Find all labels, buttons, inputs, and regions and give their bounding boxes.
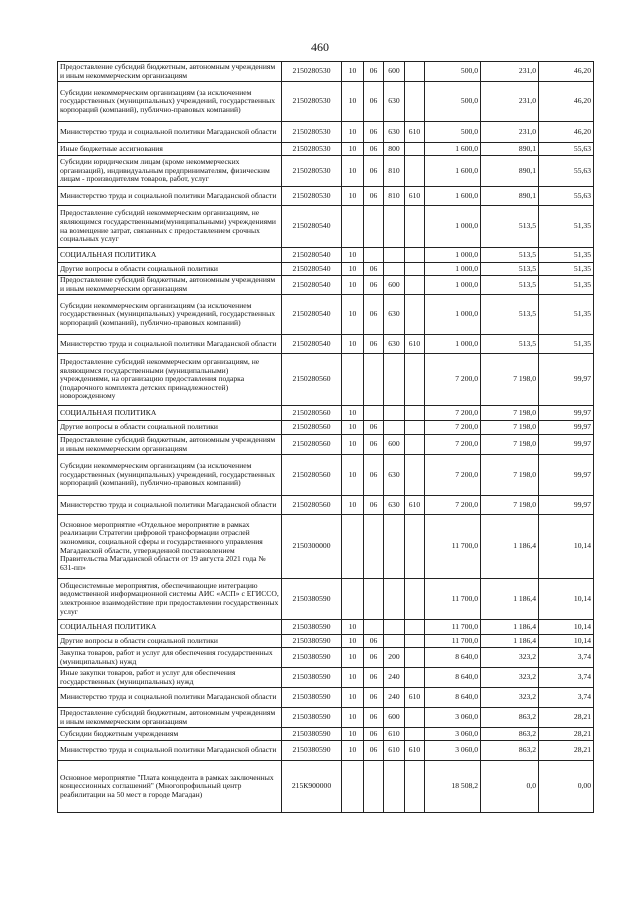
cell-admin-code xyxy=(405,62,425,82)
cell-plan: 1 600,0 xyxy=(425,187,481,206)
cell-fact: 7 198,0 xyxy=(481,455,539,496)
cell-subsection: 06 xyxy=(364,143,384,156)
cell-plan: 3 060,0 xyxy=(425,708,481,728)
cell-expense-type xyxy=(384,354,405,406)
cell-name: Субсидии некоммерческим организациям (за исключением государственных (муниципальных) учреждений, государственных корпораций (компаний), публично-правовых компаний) xyxy=(58,455,282,496)
cell-name: Иные закупки товаров, работ и услуг для обеспечения государственных (муниципальных) нужд xyxy=(58,668,282,688)
cell-subsection: 06 xyxy=(364,688,384,708)
table-row xyxy=(58,455,594,496)
cell-percent: 99,97 xyxy=(539,421,594,435)
cell-name: Общесистемные мероприятия, обеспечивающие интеграцию ведомственной информационной системы АИС «АСП» с ЕГИССО, электронное взаимодействие при предоставлении государственных услуг xyxy=(58,579,282,620)
cell-section: 10 xyxy=(342,668,364,688)
cell-percent: 51,35 xyxy=(539,206,594,248)
cell-plan: 1 600,0 xyxy=(425,156,481,187)
cell-admin-code xyxy=(405,406,425,421)
cell-name: Предоставление субсидий бюджетным, автономным учреждениям и иным некоммерческим организациям xyxy=(58,276,282,295)
cell-expense-type: 630 xyxy=(384,122,405,143)
cell-plan: 7 200,0 xyxy=(425,406,481,421)
cell-expense-type xyxy=(384,206,405,248)
cell-subsection: 06 xyxy=(364,496,384,515)
cell-code: 2150280560 xyxy=(282,406,342,421)
cell-percent: 10,14 xyxy=(539,620,594,635)
cell-expense-type xyxy=(384,421,405,435)
cell-section xyxy=(342,354,364,406)
cell-code: 2150280540 xyxy=(282,248,342,263)
cell-code: 2150280530 xyxy=(282,122,342,143)
cell-expense-type: 240 xyxy=(384,668,405,688)
cell-expense-type: 610 xyxy=(384,728,405,741)
cell-code: 2150380590 xyxy=(282,688,342,708)
cell-subsection: 06 xyxy=(364,708,384,728)
cell-plan: 7 200,0 xyxy=(425,354,481,406)
cell-subsection xyxy=(364,620,384,635)
cell-name: Министерство труда и социальной политики Магаданской области xyxy=(58,741,282,761)
cell-percent: 55,63 xyxy=(539,187,594,206)
cell-plan: 500,0 xyxy=(425,122,481,143)
cell-subsection: 06 xyxy=(364,421,384,435)
cell-name: Субсидии некоммерческим организациям (за исключением государственных (муниципальных) учреждений, государственных корпораций (компаний), публично-правовых компаний) xyxy=(58,295,282,335)
cell-section: 10 xyxy=(342,728,364,741)
cell-percent: 51,35 xyxy=(539,248,594,263)
cell-percent: 51,35 xyxy=(539,295,594,335)
page-number: 460 xyxy=(311,40,329,54)
cell-section xyxy=(342,761,364,813)
cell-fact: 863,2 xyxy=(481,708,539,728)
cell-fact: 863,2 xyxy=(481,741,539,761)
table-row xyxy=(58,648,594,668)
table-row xyxy=(58,741,594,761)
cell-admin-code xyxy=(405,82,425,122)
cell-admin-code xyxy=(405,248,425,263)
cell-percent: 0,00 xyxy=(539,761,594,813)
cell-fact: 890,1 xyxy=(481,143,539,156)
cell-fact: 1 186,4 xyxy=(481,579,539,620)
cell-plan: 18 508,2 xyxy=(425,761,481,813)
cell-percent: 28,21 xyxy=(539,728,594,741)
cell-expense-type xyxy=(384,761,405,813)
table-row xyxy=(58,688,594,708)
cell-section: 10 xyxy=(342,62,364,82)
cell-code: 2150280530 xyxy=(282,82,342,122)
cell-section: 10 xyxy=(342,295,364,335)
cell-name: Закупка товаров, работ и услуг для обеспечения государственных (муниципальных) нужд xyxy=(58,648,282,668)
cell-percent: 3,74 xyxy=(539,648,594,668)
cell-code: 2150280560 xyxy=(282,421,342,435)
cell-subsection: 06 xyxy=(364,648,384,668)
cell-admin-code xyxy=(405,143,425,156)
cell-code: 2150380590 xyxy=(282,708,342,728)
cell-admin-code xyxy=(405,668,425,688)
cell-subsection xyxy=(364,406,384,421)
cell-name: Субсидии некоммерческим организациям (за исключением государственных (муниципальных) учреждений, государственных корпораций (компаний), публично-правовых компаний) xyxy=(58,82,282,122)
cell-fact: 7 198,0 xyxy=(481,406,539,421)
cell-plan: 8 640,0 xyxy=(425,688,481,708)
table-row xyxy=(58,761,594,813)
cell-expense-type: 600 xyxy=(384,62,405,82)
cell-fact: 7 198,0 xyxy=(481,354,539,406)
cell-subsection xyxy=(364,761,384,813)
cell-name: Основное мероприятие «Отдельное мероприятие в рамках реализации Стратегии цифровой трансформации отраслей экономики, социальной сферы и государственного управления Магаданской области, утвержденной постановлением Правительства Магаданской области от 19 августа 2021 года № 631-пп» xyxy=(58,515,282,579)
cell-plan: 8 640,0 xyxy=(425,668,481,688)
cell-admin-code: 610 xyxy=(405,688,425,708)
cell-section: 10 xyxy=(342,435,364,455)
table-row xyxy=(58,728,594,741)
table-row xyxy=(58,579,594,620)
table-row xyxy=(58,354,594,406)
cell-subsection: 06 xyxy=(364,295,384,335)
cell-percent: 51,35 xyxy=(539,276,594,295)
cell-expense-type: 630 xyxy=(384,82,405,122)
cell-admin-code: 610 xyxy=(405,187,425,206)
table-row xyxy=(58,295,594,335)
cell-fact: 890,1 xyxy=(481,187,539,206)
cell-code: 2150280560 xyxy=(282,354,342,406)
cell-section: 10 xyxy=(342,635,364,648)
cell-plan: 1 600,0 xyxy=(425,143,481,156)
cell-percent: 10,14 xyxy=(539,635,594,648)
cell-plan: 1 000,0 xyxy=(425,263,481,276)
cell-plan: 1 000,0 xyxy=(425,276,481,295)
cell-fact: 1 186,4 xyxy=(481,515,539,579)
cell-fact: 231,0 xyxy=(481,122,539,143)
cell-plan: 11 700,0 xyxy=(425,620,481,635)
cell-name: Иные бюджетные ассигнования xyxy=(58,143,282,156)
cell-code: 2150380590 xyxy=(282,668,342,688)
cell-section: 10 xyxy=(342,263,364,276)
cell-percent: 3,74 xyxy=(539,688,594,708)
cell-section xyxy=(342,579,364,620)
cell-plan: 3 060,0 xyxy=(425,741,481,761)
cell-code: 2150300000 xyxy=(282,515,342,579)
cell-code: 2150380590 xyxy=(282,620,342,635)
cell-admin-code: 610 xyxy=(405,122,425,143)
cell-admin-code xyxy=(405,728,425,741)
cell-expense-type: 800 xyxy=(384,143,405,156)
cell-subsection: 06 xyxy=(364,741,384,761)
table-row xyxy=(58,435,594,455)
cell-name: Другие вопросы в области социальной политики xyxy=(58,263,282,276)
cell-percent: 51,35 xyxy=(539,263,594,276)
cell-code: 2150280560 xyxy=(282,496,342,515)
cell-fact: 513,5 xyxy=(481,295,539,335)
cell-fact: 323,2 xyxy=(481,648,539,668)
cell-percent: 10,14 xyxy=(539,515,594,579)
cell-percent: 99,97 xyxy=(539,406,594,421)
cell-percent: 99,97 xyxy=(539,455,594,496)
cell-subsection: 06 xyxy=(364,156,384,187)
cell-admin-code xyxy=(405,421,425,435)
cell-fact: 513,5 xyxy=(481,248,539,263)
cell-name: Предоставление субсидий некоммерческим организациям, не являющимся государственными(муниципальными) учреждениями на возмещение затрат, связанных с предоставлением срочных социальных услуг xyxy=(58,206,282,248)
cell-fact: 513,5 xyxy=(481,276,539,295)
cell-fact: 323,2 xyxy=(481,688,539,708)
cell-fact: 7 198,0 xyxy=(481,421,539,435)
cell-name: Другие вопросы в области социальной политики xyxy=(58,635,282,648)
cell-plan: 11 700,0 xyxy=(425,579,481,620)
cell-admin-code xyxy=(405,455,425,496)
cell-plan: 500,0 xyxy=(425,62,481,82)
cell-section: 10 xyxy=(342,455,364,496)
cell-expense-type xyxy=(384,406,405,421)
cell-code: 2150280540 xyxy=(282,335,342,354)
cell-expense-type: 600 xyxy=(384,708,405,728)
cell-admin-code xyxy=(405,761,425,813)
cell-code: 2150380590 xyxy=(282,741,342,761)
cell-expense-type: 810 xyxy=(384,156,405,187)
cell-fact: 863,2 xyxy=(481,728,539,741)
cell-subsection: 06 xyxy=(364,635,384,648)
cell-percent: 99,97 xyxy=(539,496,594,515)
budget-table xyxy=(57,61,594,813)
cell-section: 10 xyxy=(342,496,364,515)
cell-admin-code xyxy=(405,263,425,276)
cell-plan: 7 200,0 xyxy=(425,496,481,515)
cell-code: 2150380590 xyxy=(282,579,342,620)
cell-admin-code xyxy=(405,648,425,668)
cell-section xyxy=(342,515,364,579)
cell-percent: 28,21 xyxy=(539,708,594,728)
cell-section: 10 xyxy=(342,187,364,206)
table-row xyxy=(58,668,594,688)
cell-name: Министерство труда и социальной политики Магаданской области xyxy=(58,122,282,143)
table-row xyxy=(58,156,594,187)
table-row xyxy=(58,263,594,276)
cell-name: Предоставление субсидий бюджетным, автономным учреждениям и иным некоммерческим организациям xyxy=(58,708,282,728)
cell-admin-code xyxy=(405,276,425,295)
cell-code: 2150280540 xyxy=(282,295,342,335)
cell-expense-type: 630 xyxy=(384,455,405,496)
cell-name: Основное мероприятие "Плата концедента в рамках заключенных концессионных соглашений" (Многопрофильный центр реабилитации на 50 мест в городе Магадан) xyxy=(58,761,282,813)
table-row xyxy=(58,620,594,635)
cell-admin-code xyxy=(405,579,425,620)
table-row xyxy=(58,187,594,206)
cell-section xyxy=(342,206,364,248)
cell-subsection xyxy=(364,579,384,620)
cell-percent: 99,97 xyxy=(539,435,594,455)
cell-expense-type xyxy=(384,248,405,263)
table-row xyxy=(58,406,594,421)
table-row xyxy=(58,82,594,122)
cell-expense-type xyxy=(384,635,405,648)
cell-code: 2150280530 xyxy=(282,156,342,187)
cell-expense-type: 240 xyxy=(384,688,405,708)
table-row xyxy=(58,708,594,728)
cell-name: Субсидии юридическим лицам (кроме некоммерческих организаций), индивидуальным предпринимателям, физическим лицам - производителям товаров, работ, услуг xyxy=(58,156,282,187)
cell-section: 10 xyxy=(342,688,364,708)
cell-fact: 513,5 xyxy=(481,206,539,248)
cell-percent: 46,20 xyxy=(539,122,594,143)
cell-subsection: 06 xyxy=(364,62,384,82)
cell-plan: 7 200,0 xyxy=(425,455,481,496)
cell-percent: 55,63 xyxy=(539,156,594,187)
cell-code: 2150280540 xyxy=(282,206,342,248)
cell-plan: 7 200,0 xyxy=(425,435,481,455)
cell-subsection: 06 xyxy=(364,728,384,741)
table-row xyxy=(58,248,594,263)
cell-fact: 323,2 xyxy=(481,668,539,688)
table-row xyxy=(58,276,594,295)
cell-admin-code xyxy=(405,635,425,648)
cell-admin-code xyxy=(405,515,425,579)
cell-name: Министерство труда и социальной политики Магаданской области xyxy=(58,496,282,515)
cell-code: 2150380590 xyxy=(282,635,342,648)
cell-fact: 513,5 xyxy=(481,335,539,354)
cell-fact: 231,0 xyxy=(481,82,539,122)
cell-subsection: 06 xyxy=(364,263,384,276)
cell-section: 10 xyxy=(342,620,364,635)
cell-name: Предоставление субсидий бюджетным, автономным учреждениям и иным некоммерческим организациям xyxy=(58,62,282,82)
cell-section: 10 xyxy=(342,648,364,668)
cell-plan: 1 000,0 xyxy=(425,248,481,263)
cell-fact: 7 198,0 xyxy=(481,496,539,515)
cell-expense-type xyxy=(384,620,405,635)
cell-expense-type: 630 xyxy=(384,335,405,354)
cell-subsection xyxy=(364,248,384,263)
cell-subsection: 06 xyxy=(364,668,384,688)
table-row xyxy=(58,122,594,143)
cell-code: 215К900000 xyxy=(282,761,342,813)
cell-name: СОЦИАЛЬНАЯ ПОЛИТИКА xyxy=(58,620,282,635)
cell-admin-code xyxy=(405,206,425,248)
cell-code: 2150280560 xyxy=(282,435,342,455)
cell-fact: 0,0 xyxy=(481,761,539,813)
cell-code: 2150280560 xyxy=(282,455,342,496)
cell-code: 2150280530 xyxy=(282,62,342,82)
cell-name: Предоставление субсидий бюджетным, автономным учреждениям и иным некоммерческим организациям xyxy=(58,435,282,455)
cell-admin-code: 610 xyxy=(405,741,425,761)
cell-section: 10 xyxy=(342,143,364,156)
cell-percent: 46,20 xyxy=(539,62,594,82)
cell-plan: 1 000,0 xyxy=(425,206,481,248)
cell-admin-code xyxy=(405,708,425,728)
table-row xyxy=(58,515,594,579)
table-body xyxy=(58,62,594,813)
cell-fact: 1 186,4 xyxy=(481,635,539,648)
cell-expense-type xyxy=(384,263,405,276)
cell-plan: 1 000,0 xyxy=(425,335,481,354)
cell-plan: 3 060,0 xyxy=(425,728,481,741)
cell-admin-code: 610 xyxy=(405,496,425,515)
cell-admin-code xyxy=(405,435,425,455)
cell-fact: 7 198,0 xyxy=(481,435,539,455)
cell-code: 2150280530 xyxy=(282,187,342,206)
cell-fact: 1 186,4 xyxy=(481,620,539,635)
cell-expense-type: 600 xyxy=(384,435,405,455)
table-row xyxy=(58,635,594,648)
cell-name: Министерство труда и социальной политики Магаданской области xyxy=(58,688,282,708)
cell-percent: 51,35 xyxy=(539,335,594,354)
cell-expense-type xyxy=(384,515,405,579)
cell-code: 2150380590 xyxy=(282,648,342,668)
cell-name: Другие вопросы в области социальной политики xyxy=(58,421,282,435)
cell-expense-type: 630 xyxy=(384,496,405,515)
cell-expense-type: 200 xyxy=(384,648,405,668)
cell-percent: 3,74 xyxy=(539,668,594,688)
table-row xyxy=(58,421,594,435)
table-row xyxy=(58,335,594,354)
cell-subsection: 06 xyxy=(364,455,384,496)
cell-percent: 99,97 xyxy=(539,354,594,406)
cell-subsection: 06 xyxy=(364,187,384,206)
cell-admin-code xyxy=(405,295,425,335)
cell-subsection xyxy=(364,354,384,406)
cell-percent: 28,21 xyxy=(539,741,594,761)
cell-expense-type: 810 xyxy=(384,187,405,206)
cell-subsection xyxy=(364,206,384,248)
table-row xyxy=(58,62,594,82)
cell-fact: 513,5 xyxy=(481,263,539,276)
cell-name: СОЦИАЛЬНАЯ ПОЛИТИКА xyxy=(58,406,282,421)
cell-code: 2150280530 xyxy=(282,143,342,156)
cell-section: 10 xyxy=(342,708,364,728)
cell-section: 10 xyxy=(342,248,364,263)
cell-subsection xyxy=(364,515,384,579)
cell-section: 10 xyxy=(342,741,364,761)
cell-section: 10 xyxy=(342,276,364,295)
cell-subsection: 06 xyxy=(364,276,384,295)
cell-admin-code xyxy=(405,620,425,635)
cell-plan: 500,0 xyxy=(425,82,481,122)
cell-plan: 11 700,0 xyxy=(425,515,481,579)
cell-name: Министерство труда и социальной политики Магаданской области xyxy=(58,187,282,206)
cell-section: 10 xyxy=(342,421,364,435)
cell-subsection: 06 xyxy=(364,82,384,122)
table-row xyxy=(58,143,594,156)
cell-section: 10 xyxy=(342,122,364,143)
cell-code: 2150280540 xyxy=(282,263,342,276)
cell-subsection: 06 xyxy=(364,122,384,143)
cell-code: 2150280540 xyxy=(282,276,342,295)
cell-section: 10 xyxy=(342,82,364,122)
table-row xyxy=(58,206,594,248)
cell-plan: 8 640,0 xyxy=(425,648,481,668)
cell-admin-code xyxy=(405,156,425,187)
cell-subsection: 06 xyxy=(364,335,384,354)
cell-fact: 231,0 xyxy=(481,62,539,82)
cell-name: Министерство труда и социальной политики Магаданской области xyxy=(58,335,282,354)
cell-subsection: 06 xyxy=(364,435,384,455)
cell-expense-type xyxy=(384,579,405,620)
cell-percent: 55,63 xyxy=(539,143,594,156)
cell-admin-code: 610 xyxy=(405,335,425,354)
cell-expense-type: 630 xyxy=(384,295,405,335)
cell-fact: 890,1 xyxy=(481,156,539,187)
cell-name: Предоставление субсидий некоммерческим организациям, не являющимся государственными (муниципальными) учреждениями, на организацию предоставления подарка (подарочного комплекта детских принадлежностей) новорожденному xyxy=(58,354,282,406)
cell-plan: 7 200,0 xyxy=(425,421,481,435)
cell-admin-code xyxy=(405,354,425,406)
cell-expense-type: 600 xyxy=(384,276,405,295)
cell-percent: 10,14 xyxy=(539,579,594,620)
cell-code: 2150380590 xyxy=(282,728,342,741)
cell-section: 10 xyxy=(342,156,364,187)
cell-section: 10 xyxy=(342,406,364,421)
cell-name: Субсидии бюджетным учреждениям xyxy=(58,728,282,741)
cell-section: 10 xyxy=(342,335,364,354)
cell-percent: 46,20 xyxy=(539,82,594,122)
table-row xyxy=(58,496,594,515)
cell-plan: 11 700,0 xyxy=(425,635,481,648)
cell-name: СОЦИАЛЬНАЯ ПОЛИТИКА xyxy=(58,248,282,263)
cell-expense-type: 610 xyxy=(384,741,405,761)
cell-plan: 1 000,0 xyxy=(425,295,481,335)
